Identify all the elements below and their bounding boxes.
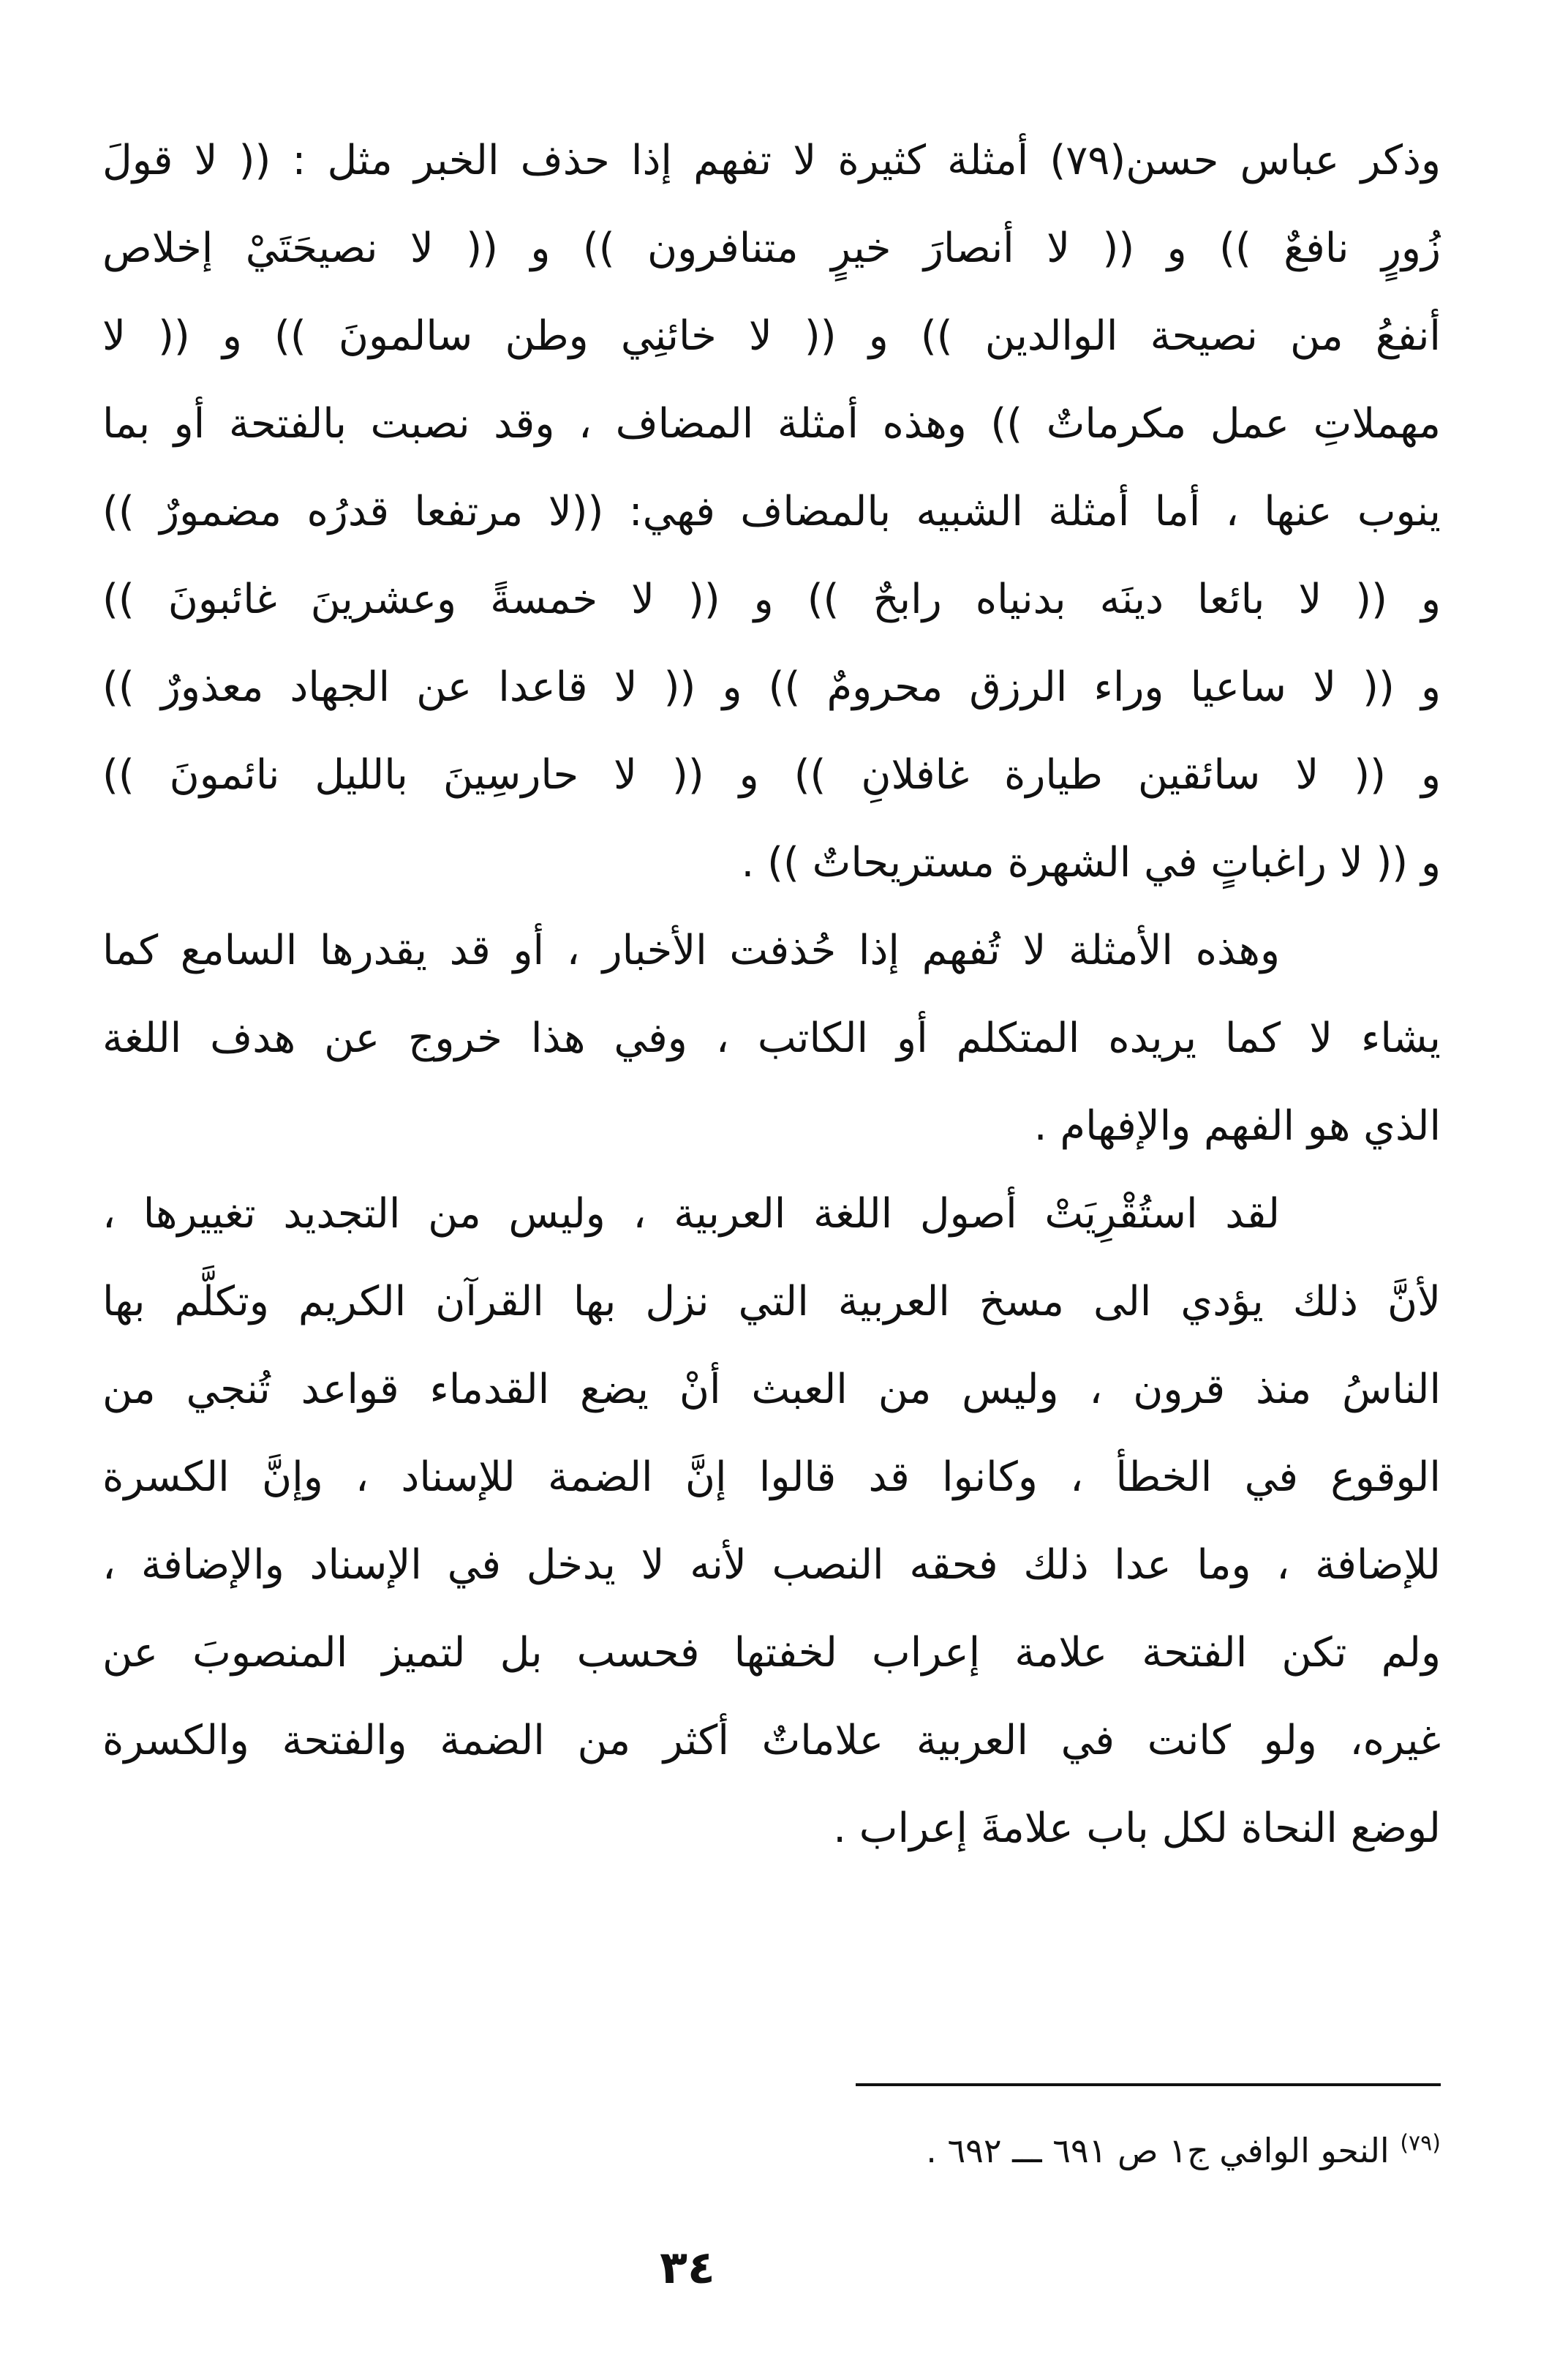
- text-line: الذي هو الفهم والإفهام .: [1033, 1102, 1441, 1150]
- text-line: لقد استُقْرِيَتْ أصول اللغة العربية ، وليس من التجديد تغييرها ،: [102, 1190, 1280, 1238]
- text-line: للإضافة ، وما عدا ذلك فحقه النصب لأنه لا يدخل في الإسناد والإضافة ،: [102, 1541, 1441, 1589]
- text-line: لوضع النحاة لكل باب علامةَ إعراب .: [833, 1805, 1441, 1852]
- text-line: مهملاتِ عمل مكرماتٌ )) وهذه أمثلة المضاف ، وقد نصبت بالفتحة أو بما: [102, 400, 1441, 448]
- footnote-marker: (٧٩): [1400, 2130, 1441, 2156]
- text-line: وهذه الأمثلة لا تُفهم إذا حُذفت الأخبار ، أو قد يقدرها السامع كما: [102, 927, 1280, 974]
- text-line: و (( لا ساعيا وراء الرزق محرومٌ )) و (( لا قاعدا عن الجهاد معذورٌ )): [102, 663, 1441, 711]
- text-line: لأنَّ ذلك يؤدي الى مسخ العربية التي نزل بها القرآن الكريم وتكلَّم بها: [102, 1278, 1441, 1325]
- text-line: و (( لا سائقين طيارة غافلانِ )) و (( لا حارسِينَ بالليل نائمونَ )): [102, 751, 1441, 799]
- text-line: و (( لا راغباتٍ في الشهرة مستريحاتٌ )) .: [741, 839, 1441, 887]
- text-line: ينوب عنها ، أما أمثلة الشبيه بالمضاف فهي: ((لا مرتفعا قدرُه مضمورٌ )): [102, 488, 1441, 535]
- text-line: أنفعُ من نصيحة الوالدين )) و (( لا خائنِي وطن سالمونَ )) و (( لا: [102, 312, 1441, 360]
- text-line: ولم تكن الفتحة علامة إعراب لخفتها فحسب بل لتميز المنصوبَ عن: [102, 1629, 1441, 1677]
- footnote-divider: [856, 2083, 1441, 2086]
- text-line: و (( لا بائعا دينَه بدنياه رابحٌ )) و (( لا خمسةً وعشرينَ غائبونَ )): [102, 576, 1441, 623]
- text-line: الناسُ منذ قرون ، وليس من العبث أنْ يضع القدماء قواعد تُنجي من: [102, 1366, 1441, 1413]
- footnote: [731, 2125, 1441, 2176]
- text-line: غيره، ولو كانت في العربية علاماتٌ أكثر من الضمة والفتحة والكسرة: [102, 1717, 1441, 1764]
- text-line: الوقوع في الخطأ ، وكانوا قد قالوا إنَّ الضمة للإسناد ، وإنَّ الكسرة: [102, 1453, 1441, 1501]
- footnote-text: النحو الوافي ج١ ص ٦٩١ ـــ ٦٩٢ .: [926, 2131, 1390, 2170]
- text-line: زُورٍ نافعٌ )) و (( لا أنصارَ خيرٍ متنافرون )) و (( لا نصيحَتَيْ إخلاص: [102, 225, 1441, 272]
- text-line: وذكر عباس حسن(٧٩) أمثلة كثيرة لا تفهم إذا حذف الخبر مثل : (( لا قولَ: [102, 137, 1441, 184]
- page-number: ٣٤: [660, 2241, 715, 2294]
- body-text: [102, 117, 1441, 1873]
- text-line: يشاء لا كما يريده المتكلم أو الكاتب ، وفي هذا خروج عن هدف اللغة: [102, 1015, 1441, 1062]
